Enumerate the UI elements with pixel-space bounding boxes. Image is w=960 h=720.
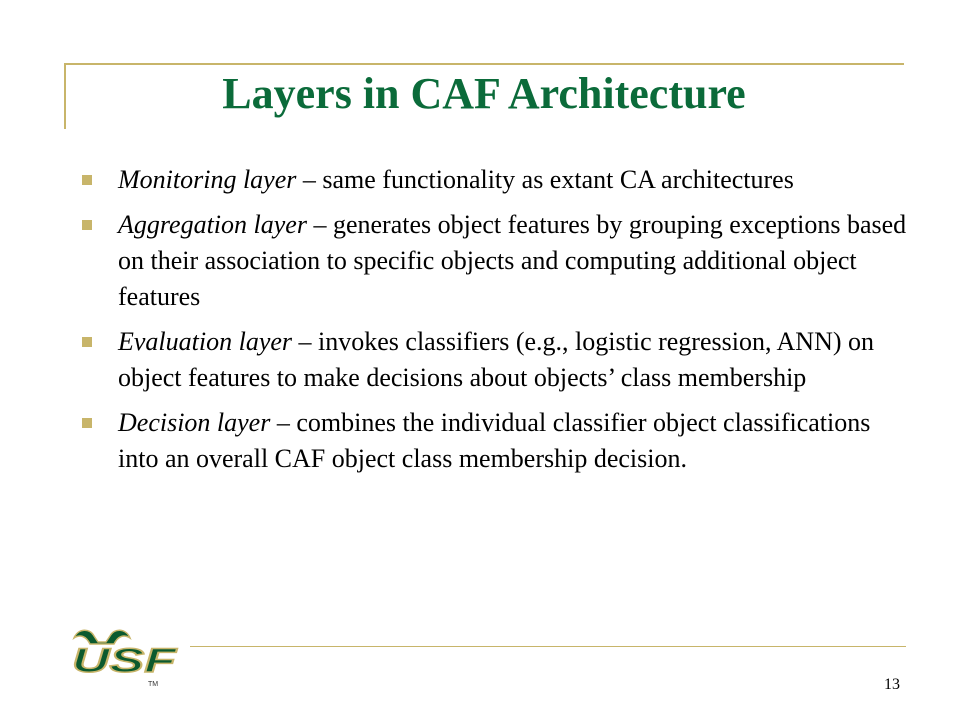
footer-rule	[190, 646, 906, 647]
page-number: 13	[884, 676, 900, 693]
square-bullet-icon	[82, 337, 92, 347]
title-frame-top-rule	[64, 63, 904, 65]
logo-tm: TM	[148, 681, 159, 688]
slide-title: Layers in CAF Architecture	[222, 69, 746, 118]
bullet-decision-layer	[78, 405, 908, 477]
bullet-term: Evaluation layer	[118, 327, 293, 356]
square-bullet-icon	[82, 220, 92, 230]
bullet-text: – invokes classifiers (e.g., logistic regression, ANN) on object features to make decisions about objects’ class membership	[118, 327, 875, 392]
bullet-text: – combines the individual classifier object classifications into an overall CAF object class membership decision.	[118, 408, 871, 473]
usf-bull-logo-icon	[68, 624, 188, 690]
bullet-evaluation-layer	[78, 324, 908, 396]
square-bullet-icon	[82, 418, 92, 428]
bullet-term: Aggregation layer	[118, 210, 307, 239]
bullet-term: Decision layer	[118, 408, 271, 437]
bullet-list	[78, 162, 908, 486]
logo-lettering: USF	[72, 642, 178, 680]
bullet-term: Monitoring layer	[118, 165, 297, 194]
bullet-text: – generates object features by grouping exceptions based on their association to specific objects and computing additional object features	[118, 210, 907, 311]
bullet-monitoring-layer	[78, 162, 908, 198]
square-bullet-icon	[82, 175, 92, 185]
bullet-aggregation-layer	[78, 207, 908, 315]
bullet-text: – same functionality as extant CA architectures	[296, 165, 794, 194]
